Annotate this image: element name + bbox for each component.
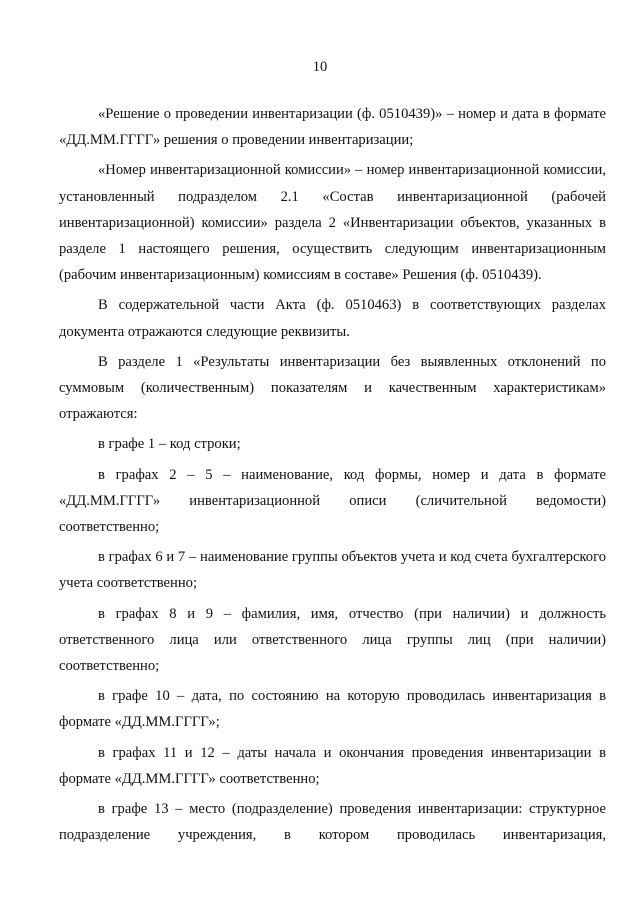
paragraph-column-13: в графе 13 – место (подразделение) проведения инвентаризации: структурное подразделение учреждения, в котором проводилась инвентаризация, (59, 801, 606, 844)
paragraph-column-1: в графе 1 – код строки; (98, 436, 241, 453)
document-body (59, 101, 606, 852)
paragraph-decision-field: «Решение о проведении инвентаризации (ф. 0510439)» – номер и дата в формате «ДД.ММ.ГГГГ» решения о проведении инвентаризации; (59, 106, 606, 149)
paragraph-commission-number-field: «Номер инвентаризационной комиссии» – номер инвентаризационной комиссии, установленный подразделом 2.1 «Состав инвентаризационной (рабочей инвентаризационной) комиссии» раздела 2 «Инвентаризации объектов, указанных в разделе 1 настоящего решения, осуществить следующим инвентаризационным (рабочим инвентаризационным) комиссиям в составе» Решения (ф. 0510439). (59, 162, 606, 284)
page-number: 10 (312, 59, 328, 75)
paragraph-columns-8-9: в графах 8 и 9 – фамилия, имя, отчество (при наличии) и должность ответственного лица или ответственного лица группы лиц (при наличии) соответственно; (59, 605, 606, 675)
paragraph-columns-2-5: в графах 2 – 5 – наименование, код формы, номер и дата в формате «ДД.ММ.ГГГГ» инвентаризационной описи (сличительной ведомости) соответственно; (59, 466, 606, 536)
paragraph-columns-6-7: в графах 6 и 7 – наименование группы объектов учета и код счета бухгалтерского учета соответственно; (59, 549, 606, 592)
paragraph-act-content-intro: В содержательной части Акта (ф. 0510463) в соответствующих разделах документа отражаются следующие реквизиты. (59, 297, 606, 340)
paragraph-section-1-intro: В разделе 1 «Результаты инвентаризации без выявленных отклонений по суммовым (количественным) показателям и качественным характеристикам» отражаются: (59, 353, 606, 423)
paragraph-column-10: в графе 10 – дата, по состоянию на которую проводилась инвентаризация в формате «ДД.ММ.ГГГГ»; (59, 688, 606, 731)
paragraph-columns-11-12: в графах 11 и 12 – даты начала и окончания проведения инвентаризации в формате «ДД.ММ.ГГГГ» соответственно; (59, 744, 606, 787)
